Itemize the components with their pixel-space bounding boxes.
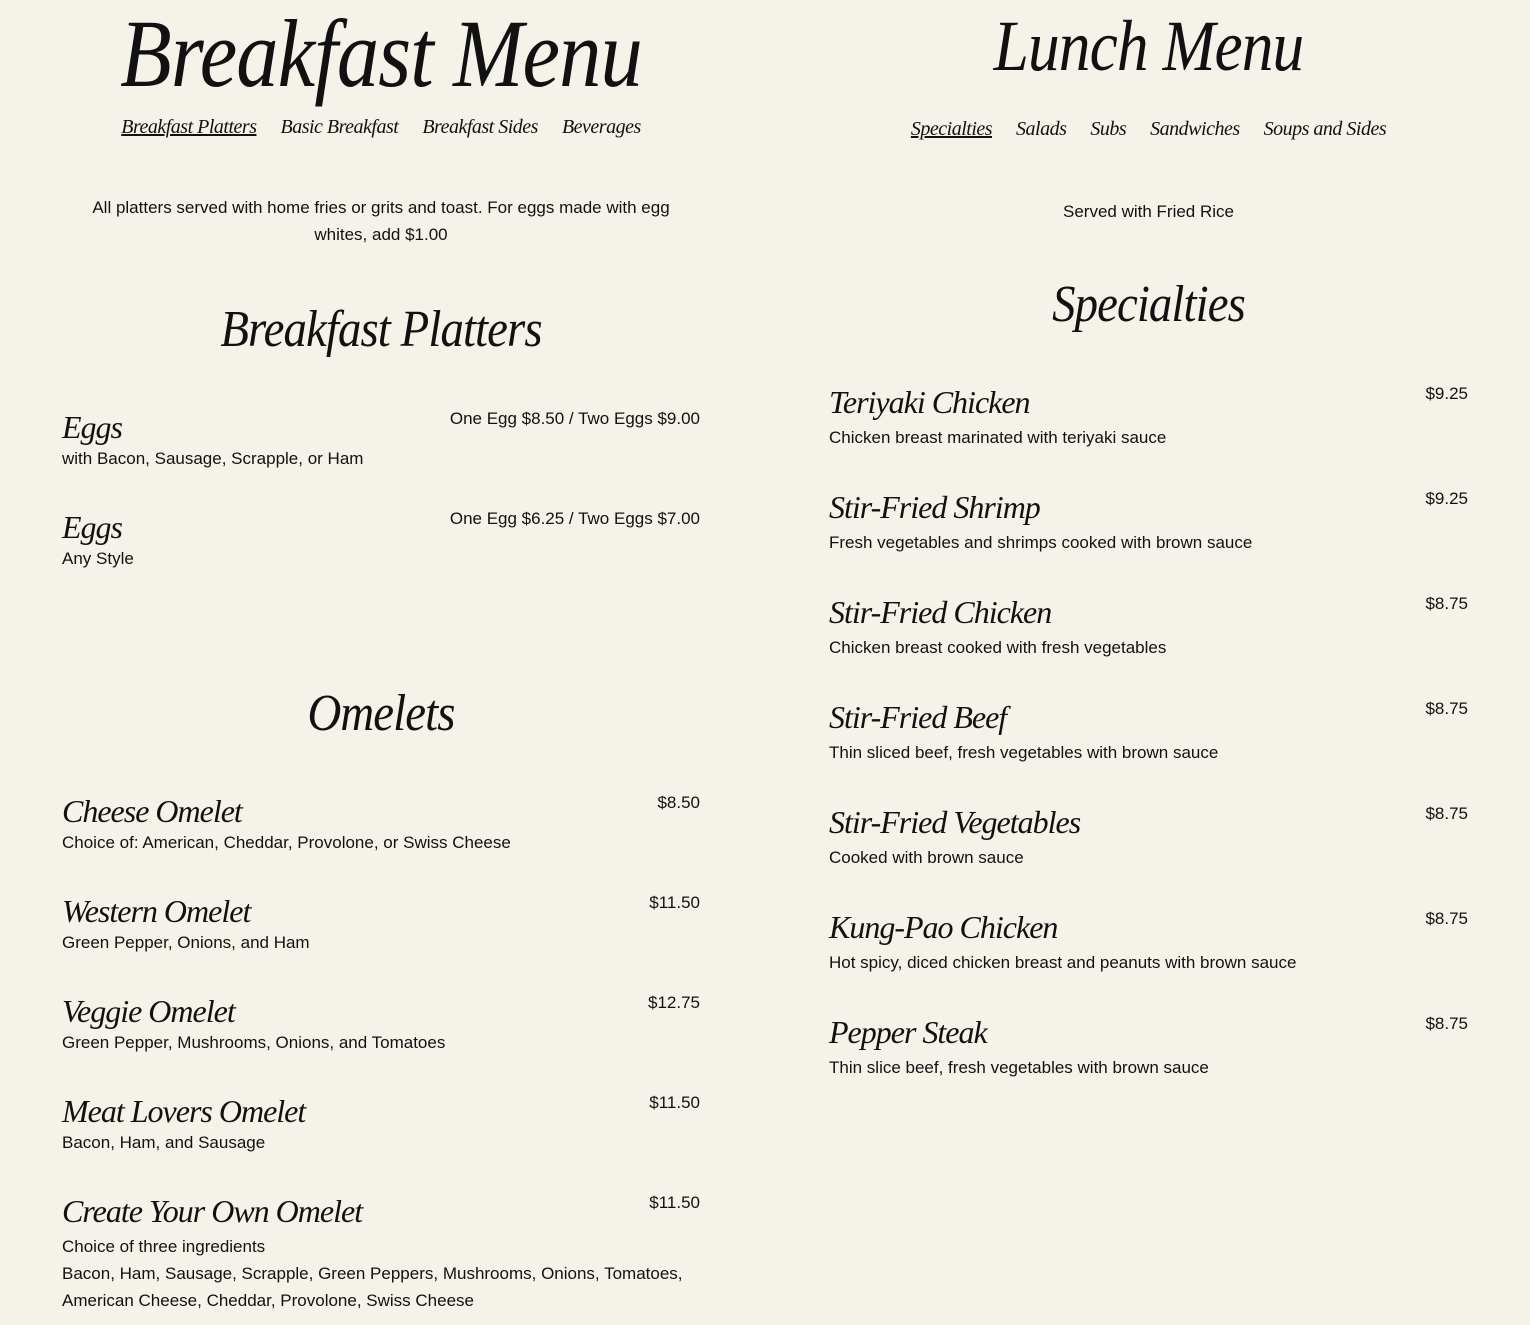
section-title-breakfast-platters: Breakfast Platters — [220, 301, 542, 358]
item-name: Eggs — [62, 409, 122, 445]
section-title-specialties: Specialties — [1052, 276, 1245, 333]
item-price: $11.50 — [649, 1093, 700, 1112]
item-name: Veggie Omelet — [62, 993, 235, 1029]
item-description: Choice of three ingredients — [62, 1237, 266, 1256]
menu-item — [62, 409, 700, 472]
breakfast-intro: All platters served with home fries or grits and toast. For eggs made with egg whites, add $1.00 — [92, 198, 670, 244]
item-description: Cooked with brown sauce — [829, 848, 1024, 867]
nav-beverages[interactable]: Beverages — [561, 116, 641, 138]
item-description: Any Style — [62, 549, 134, 568]
item-name: Eggs — [62, 509, 122, 545]
item-name: Stir-Fried Chicken — [829, 594, 1052, 630]
item-name: Meat Lovers Omelet — [62, 1093, 306, 1129]
item-name: Pepper Steak — [829, 1014, 987, 1050]
item-price: $8.75 — [1425, 699, 1468, 718]
item-description: Fresh vegetables and shrimps cooked with brown sauce — [829, 533, 1253, 552]
item-description: Green Pepper, Mushrooms, Onions, and Tomatoes — [62, 1033, 446, 1052]
nav-sandwiches[interactable]: Sandwiches — [1150, 118, 1240, 140]
breakfast-menu-title: Breakfast Menu — [120, 0, 642, 107]
menu-item — [829, 594, 1468, 661]
item-price: One Egg $6.25 / Two Eggs $7.00 — [449, 509, 700, 528]
nav-soups-and-sides[interactable]: Soups and Sides — [1263, 118, 1387, 140]
breakfast-subnav — [62, 116, 700, 139]
nav-basic-breakfast[interactable]: Basic Breakfast — [280, 116, 399, 138]
menu-item — [62, 509, 700, 572]
menu-item — [829, 1014, 1468, 1081]
item-description: Hot spicy, diced chicken breast and peanuts with brown sauce — [829, 953, 1297, 972]
item-ingredients: Bacon, Ham, Sausage, Scrapple, Green Peppers, Mushrooms, Onions, Tomatoes, American Cheese, Cheddar, Provolone, Swiss Cheese — [62, 1264, 683, 1310]
item-price: $8.75 — [1425, 804, 1468, 823]
lunch-menu-column — [829, 0, 1468, 1081]
menu-item — [829, 384, 1468, 451]
item-description: Choice of: American, Cheddar, Provolone, or Swiss Cheese — [62, 833, 511, 852]
nav-specialties[interactable]: Specialties — [910, 118, 993, 140]
nav-salads[interactable]: Salads — [1016, 118, 1067, 140]
item-description: Thin slice beef, fresh vegetables with brown sauce — [829, 1058, 1209, 1077]
menu-item — [62, 1193, 700, 1314]
item-price: $8.75 — [1425, 909, 1468, 928]
item-name: Stir-Fried Shrimp — [829, 489, 1040, 525]
item-name: Western Omelet — [62, 893, 251, 929]
item-name: Create Your Own Omelet — [62, 1193, 363, 1229]
lunch-menu-title: Lunch Menu — [993, 6, 1304, 86]
item-description: Chicken breast cooked with fresh vegetables — [829, 638, 1167, 657]
lunch-subnav — [829, 118, 1468, 141]
item-description: Chicken breast marinated with teriyaki sauce — [829, 428, 1167, 447]
item-name: Stir-Fried Beef — [829, 699, 1007, 735]
item-name: Kung-Pao Chicken — [829, 909, 1058, 945]
item-price: $11.50 — [649, 1193, 700, 1212]
lunch-intro: Served with Fried Rice — [1062, 202, 1234, 221]
breakfast-menu-column — [62, 0, 700, 1314]
item-description: Thin sliced beef, fresh vegetables with brown sauce — [829, 743, 1219, 762]
nav-breakfast-sides[interactable]: Breakfast Sides — [422, 116, 538, 138]
item-price: $12.75 — [648, 993, 700, 1012]
menu-item — [62, 793, 700, 856]
item-name: Teriyaki Chicken — [829, 384, 1030, 420]
section-title-omelets: Omelets — [307, 685, 455, 742]
menu-item — [62, 993, 700, 1056]
item-price: $8.75 — [1425, 1014, 1468, 1033]
menu-item — [829, 909, 1468, 976]
menu-item — [62, 893, 700, 956]
menu-item — [829, 804, 1468, 871]
item-description: Green Pepper, Onions, and Ham — [62, 933, 310, 952]
menu-item — [62, 1093, 700, 1156]
menu-item — [829, 489, 1468, 556]
menu-item — [829, 699, 1468, 766]
item-price: $8.50 — [657, 793, 700, 812]
nav-breakfast-platters[interactable]: Breakfast Platters — [121, 116, 257, 138]
item-price: $8.75 — [1425, 594, 1468, 613]
nav-subs[interactable]: Subs — [1090, 118, 1127, 140]
item-price: $9.25 — [1425, 384, 1468, 403]
item-price: $9.25 — [1425, 489, 1468, 508]
item-name: Cheese Omelet — [62, 793, 242, 829]
item-description: Bacon, Ham, and Sausage — [62, 1133, 266, 1152]
item-price: $11.50 — [649, 893, 700, 912]
item-description: with Bacon, Sausage, Scrapple, or Ham — [62, 449, 364, 468]
item-name: Stir-Fried Vegetables — [829, 804, 1081, 840]
item-price: One Egg $8.50 / Two Eggs $9.00 — [449, 409, 700, 428]
